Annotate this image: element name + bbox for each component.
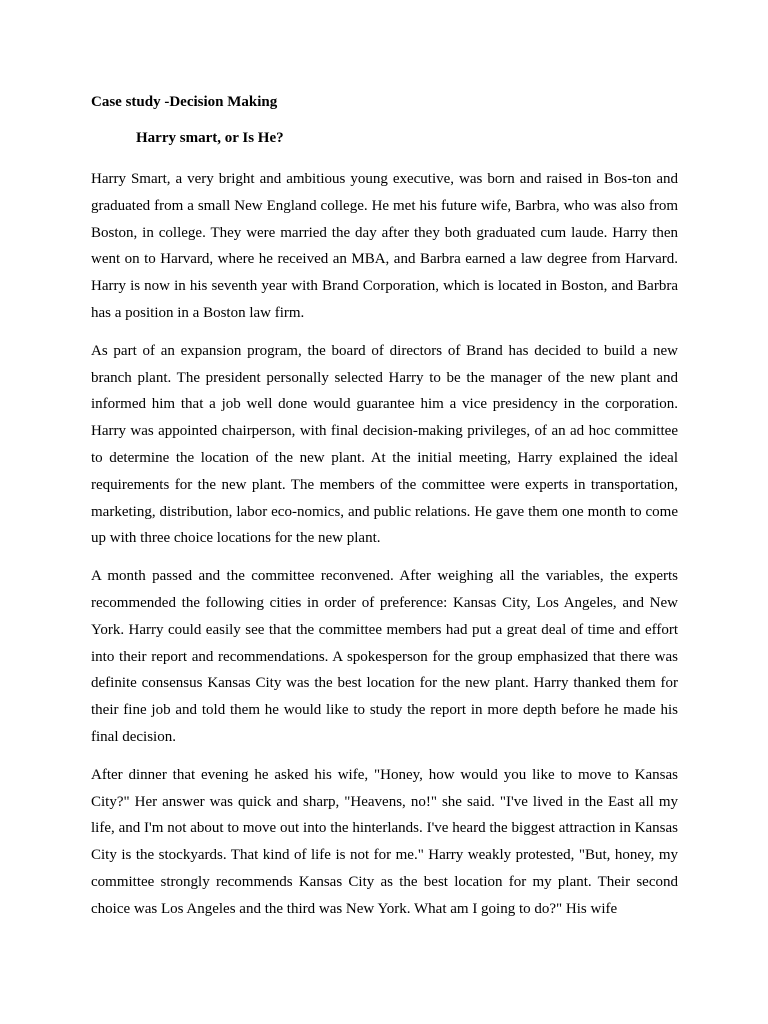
document-title: Case study -Decision Making: [91, 94, 278, 110]
paragraph-2: As part of an expansion program, the board of directors of Brand has decided to build a new branch plant. The president personally selected Harry to be the manager of the new plant and informed him that a job well done would guarantee him a vice presidency in the corporation. Harry was appointed chairperson, with final decision-making privileges, of an ad hoc committee to determine the location of the new plant. At the initial meeting, Harry explained the ideal requirements for the new plant. The members of the committee were experts in transportation, marketing, distribution, labor eco-nomics, and public relations. He gave them one month to come up with three choice locations for the new plant.: [91, 342, 678, 547]
paragraph-4: After dinner that evening he asked his wife, "Honey, how would you like to move to Kansas City?" Her answer was quick and sharp, "Heavens, no!" she said. "I've lived in the East all my life, and I'm not about to move out into the hinterlands. I've heard the biggest attraction in Kansas City is the stockyards. That kind of life is not for me." Harry weakly protested, "But, honey, my committee strongly recommends Kansas City as the best location for my plant. Their second choice was Los Angeles and the third was New York. What am I going to do?" His wife: [91, 766, 678, 917]
paragraph-1: Harry Smart, a very bright and ambitious young executive, was born and raised in Bos-ton and graduated from a small New England college. He met his future wife, Barbra, who was also from Boston, in college. They were married the day after they both graduated cum laude. Harry then went on to Harvard, where he received an MBA, and Barbra earned a law degree from Harvard. Harry is now in his seventh year with Brand Corporation, which is located in Boston, and Barbra has a position in a Boston law firm.: [91, 171, 678, 321]
paragraph-3: A month passed and the committee reconvened. After weighing all the variables, the experts recommended the following cities in order of preference: Kansas City, Los Angeles, and New York. Harry could easily see that the committee members had put a great deal of time and effort into their report and recommendations. A spokesperson for the group emphasized that there was definite consensus Kansas City was the best location for the new plant. Harry thanked them for their fine job and told them he would like to study the report in more depth before he made his final decision.: [91, 568, 678, 745]
document-subtitle: Harry smart, or Is He?: [136, 130, 284, 146]
